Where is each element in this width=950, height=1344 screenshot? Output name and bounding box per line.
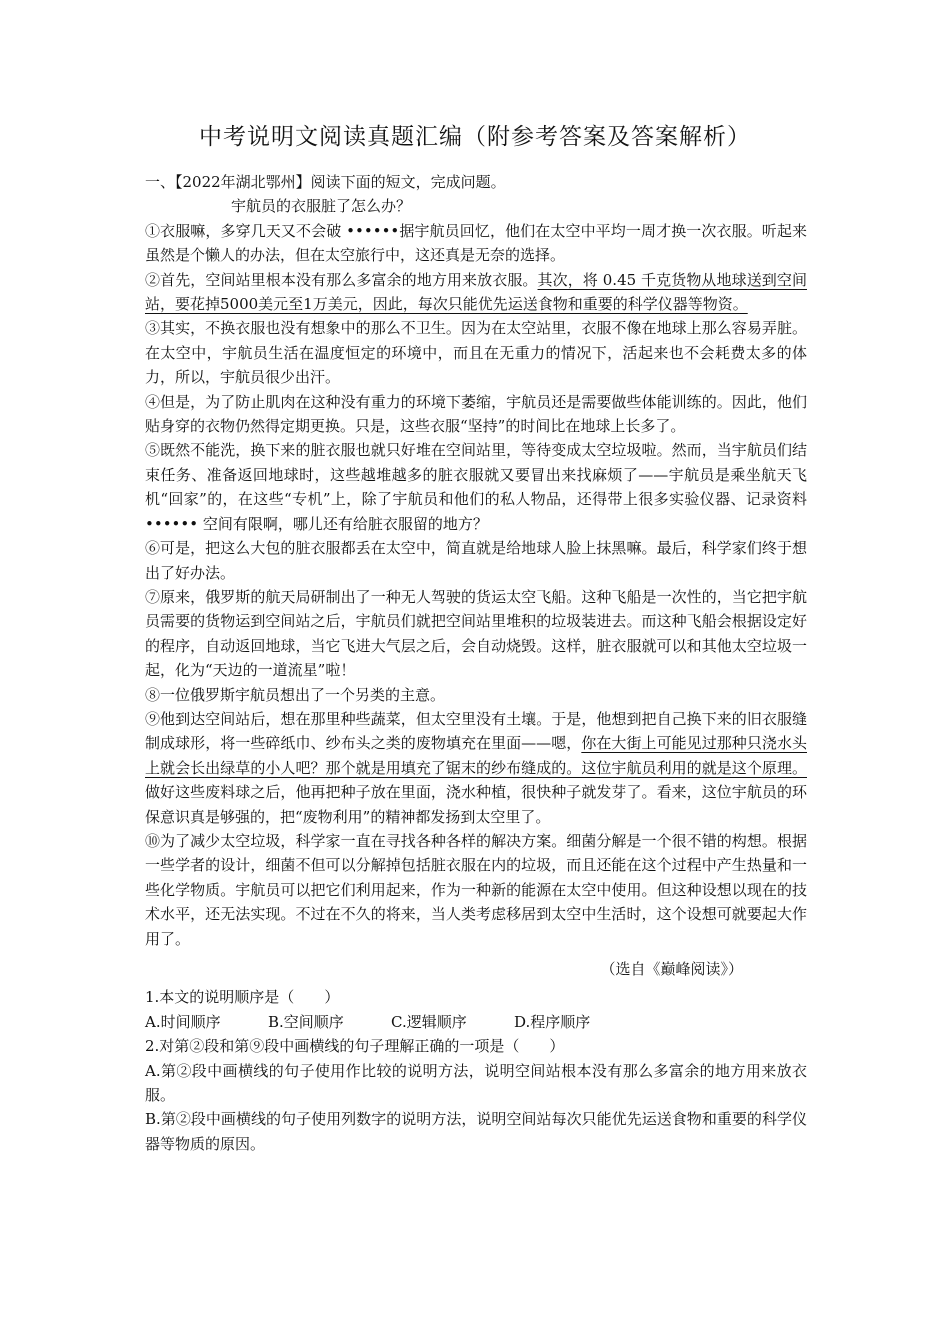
paragraph-10: ⑩为了减少太空垃圾，科学家一直在寻找各种各样的解决方案。细菌分解是一个很不错的构想。根据一些学者的设计，细菌不但可以分解掉包括脏衣服在内的垃圾，而且还能在这个过程中产生热量和一些化学物质。宇航员可以把它们利用起来，作为一种新的能源在太空中使用。但这种设想以现在的技术水平，还无法实现。不过在不久的将来，当人类考虑移居到太空中生活时，这个设想可就要起大作用了。: [145, 831, 807, 948]
paragraph-7: ⑦原来，俄罗斯的航天局研制出了一种无人驾驶的货运太空飞船。这种飞船是一次性的，当它把宇航员需要的货物运到空间站之后，宇航员们就把空间站里堆积的垃圾装进去。而这种飞船会根据设定好的程序，自动返回地球，当它飞进大气层之后，会自动烧毁。这样，脏衣服就可以和其他太空垃圾一起，化为“天边的一道流星”啦！: [145, 587, 807, 680]
paragraph-2: [145, 268, 807, 317]
article-source: （选自《巅峰阅读》）: [600, 960, 743, 978]
paragraph-6: ⑥可是，把这么大包的脏衣服都丢在太空中，简直就是给地球人脸上抹黑嘛。最后，科学家们终于想出了好办法。: [145, 539, 807, 582]
option-b: B.空间顺序: [268, 1012, 344, 1031]
paragraph-5: ⑤既然不能洗，换下来的脏衣服也就只好堆在空间站里，等待变成太空垃圾啦。然而，当宇航员们结束任务、准备返回地球时，这些越堆越多的脏衣服就又要冒出来找麻烦了——宇航员是乘坐航天飞机“回家”的，在这些“专机”上，除了宇航员和他们的私人物品，还得带上很多实验仪器、记录资料 •••••• 空间有限啊，哪儿还有给脏衣服留的地方？: [145, 441, 807, 533]
paragraph-2-text: ②首先，空间站里根本没有那么多富余的地方用来放衣服。: [145, 270, 538, 289]
paragraph-9-text-a: ⑨他到达空间站后，想在那里种些蔬菜，但太空里没有土壤。于是，他想到把自己换下来的旧衣服缝制成球形，将一些碎纸巾、纱布头之类的废物填充在里面——嗯，: [145, 709, 807, 753]
paragraph-9-underlined: 你在大街上可能见过那种只浇水头上就会长出绿草的小人吧？那个就是用填充了锯末的纱布缝成的。这位宇航员利用的就是这个原理。: [145, 734, 807, 777]
section-intro: 一、【2022年湖北鄂州】阅读下面的短文，完成问题。: [145, 173, 506, 191]
paragraph-4: ④但是，为了防止肌肉在这种没有重力的环境下萎缩，宇航员还是需要做些体能训练的。因此，他们贴身穿的衣物仍然得定期更换。只是，这些衣服“坚持”的时间比在地球上长多了。: [145, 392, 807, 436]
article-title: 宇航员的衣服脏了怎么办？: [231, 197, 412, 216]
paragraph-9-text-b: 做好这些废料球之后，他再把种子放在里面，浇水种植，很快种子就发芽了。看来，这位宇航员的环保意识真是够强的，把“废物利用”的精神都发扬到太空里了。: [145, 783, 807, 826]
question-1: 1.本文的说明顺序是（ ）: [145, 988, 340, 1007]
paragraph-8: ⑧一位俄罗斯宇航员想出了一个另类的主意。: [145, 685, 446, 704]
paragraph-1: ①衣服嘛，多穿几天又不会破 ••••••据宇航员回忆，他们在太空中平均一周才换一次衣服。听起来虽然是个懒人的办法，但在太空旅行中，这还真是无奈的选择。: [145, 221, 807, 265]
document-body: [145, 170, 807, 1156]
question-2: 2.对第②段和第⑨段中画横线的句子理解正确的一项是（ ）: [145, 1037, 565, 1056]
paragraph-9: [145, 707, 807, 829]
option-a: A.时间顺序: [145, 1012, 221, 1031]
question-1-options: [145, 1010, 807, 1034]
question-2-option-b: B.第②段中画横线的句子使用列数字的说明方法，说明空间站每次只能优先运送食物和重要的科学仪器等物质的原因。: [145, 1110, 807, 1153]
page-title: 中考说明文阅读真题汇编（附参考答案及答案解析）: [199, 124, 751, 150]
paragraph-3: ③其实，不换衣服也没有想象中的那么不卫生。因为在太空站里，衣服不像在地球上那么容易弄脏。在太空中，宇航员生活在温度恒定的环境中，而且在无重力的情况下，活起来也不会耗费太多的体力，所以，宇航员很少出汗。: [145, 319, 807, 387]
question-2-option-a: A.第②段中画横线的句子使用作比较的说明方法，说明空间站根本没有那么多富余的地方用来放衣服。: [145, 1061, 807, 1105]
paragraph-2-underlined: 其次，将 0.45 千克货物从地球送到空间站，要花掉5000美元至1万美元，因此，每次只能优先运送食物和重要的科学仪器等物资。: [145, 270, 807, 314]
option-d: D.程序顺序: [514, 1012, 591, 1031]
option-c: C.逻辑顺序: [391, 1012, 467, 1031]
